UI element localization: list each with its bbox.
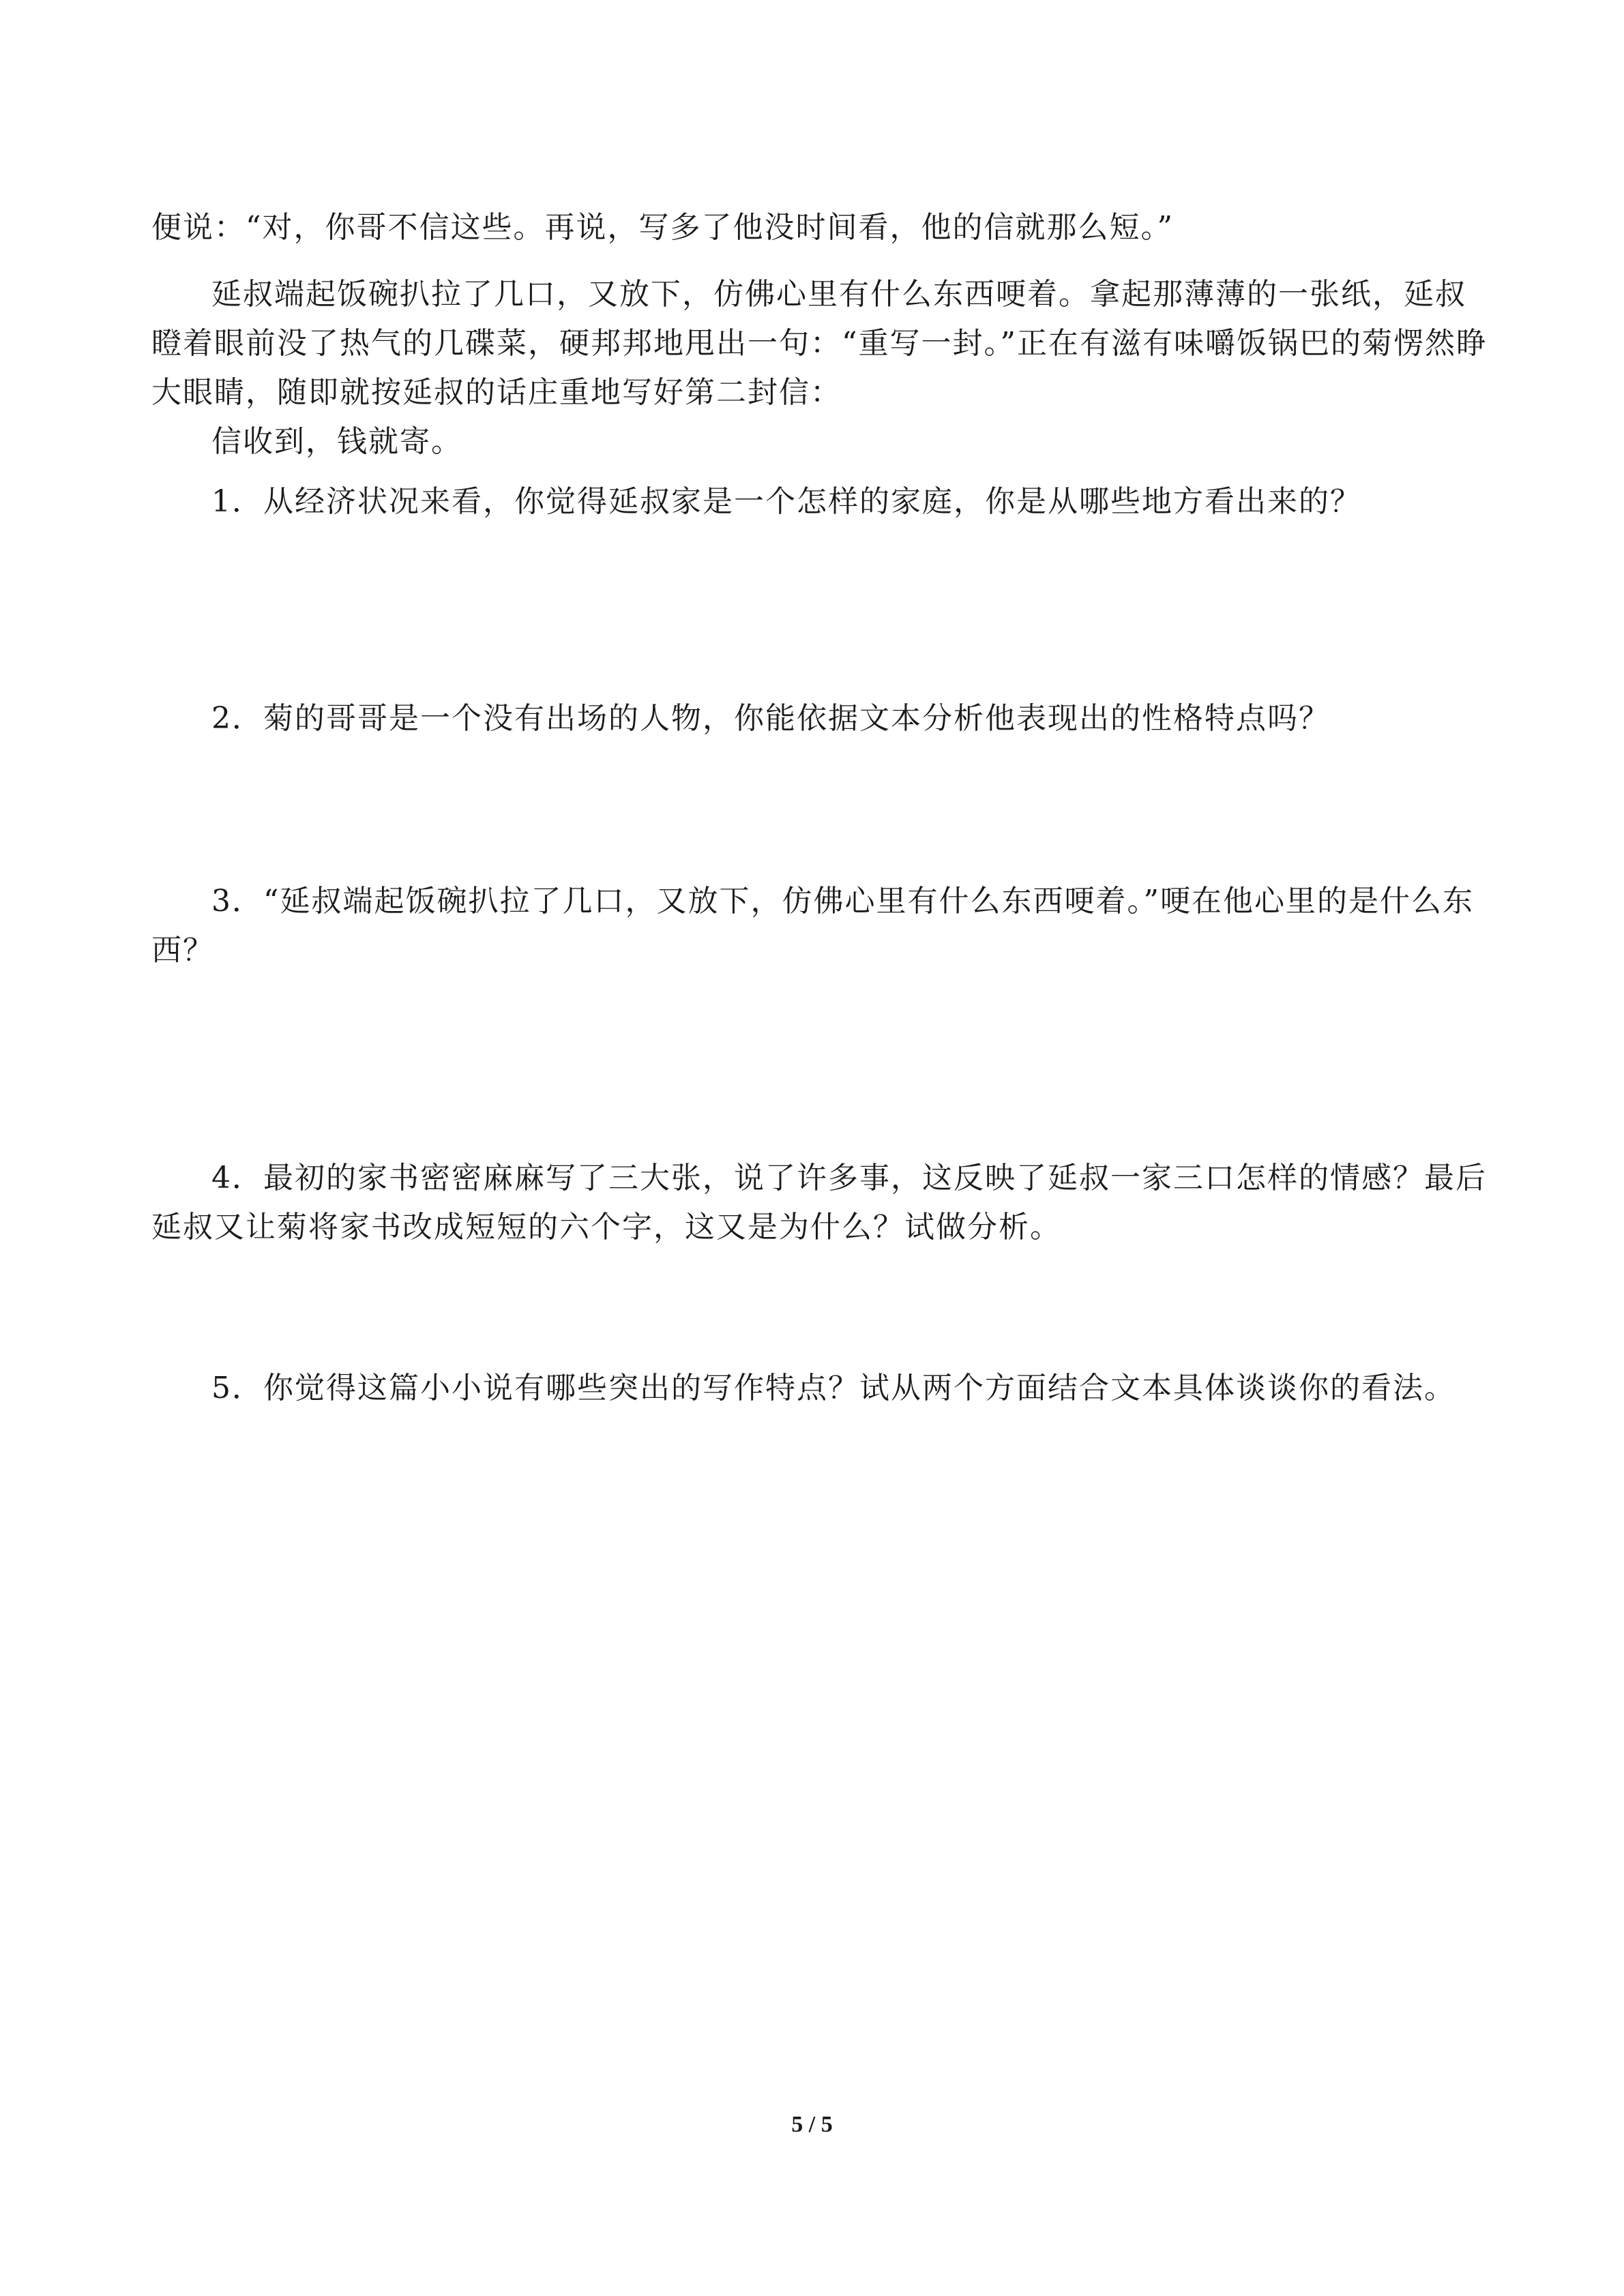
paragraph-second-letter: 信收到，钱就寄。: [211, 424, 462, 459]
page-number: 5 / 5: [791, 2112, 833, 2137]
paragraph-continuation: 便说：“对，你哥不信这些。再说，写多了他没时间看，他的信就那么短。”: [151, 210, 1174, 245]
question-3: 3．“延叔端起饭碗扒拉了几口，又放下，仿佛心里有什么东西哽着。”哽在他心里的是什么东西？: [151, 884, 1474, 968]
question-2: 2．菊的哥哥是一个没有出场的人物，你能依据文本分析他表现出的性格特点吗？: [211, 701, 1330, 736]
paragraph-rewrite-letter: 延叔端起饭碗扒拉了几口，又放下，仿佛心里有什么东西哽着。拿起那薄薄的一张纸，延叔瞪着眼前没了热气的几碟菜，硬邦邦地甩出一句：“重写一封。”正在有滋有味嚼饭锅巴的菊愣然睁大眼睛，随即就按延叔的话庄重地写好第二封信：: [151, 277, 1488, 410]
question-1: 1．从经济状况来看，你觉得延叔家是一个怎样的家庭，你是从哪些地方看出来的？: [211, 484, 1361, 519]
question-4: 4．最初的家书密密麻麻写了三大张，说了许多事，这反映了延叔一家三口怎样的情感？最后延叔又让菊将家书改成短短的六个字，这又是为什么？试做分析。: [151, 1161, 1487, 1244]
question-5: 5．你觉得这篇小小说有哪些突出的写作特点？试从两个方面结合文本具体谈谈你的看法。: [211, 1371, 1456, 1405]
